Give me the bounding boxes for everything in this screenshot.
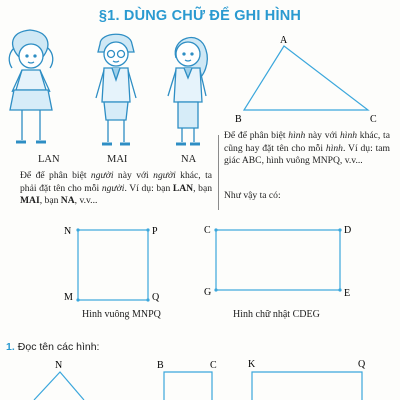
- exercise-square-figure: [157, 360, 217, 400]
- square-vertex-q: Q: [152, 292, 160, 303]
- character-name-lan: LAN: [38, 154, 60, 165]
- square-vertex-n: N: [64, 226, 72, 237]
- triangle-vertex-c: C: [370, 114, 377, 124]
- exercise-triangle-figure: [34, 360, 84, 400]
- rectangle-vertex-d: D: [344, 225, 352, 236]
- page-title: §1. DÙNG CHỮ ĐỂ GHI HÌNH: [98, 8, 302, 24]
- exercise-vertex-c: C: [210, 360, 217, 371]
- exercise-vertex-q: Q: [358, 359, 366, 370]
- lan-figure: [9, 30, 53, 142]
- triangle-vertex-b: B: [235, 114, 242, 124]
- shapes-naming-paragraph: Để để phân biệt hình này với hình khác, ta cũng hay đặt tên cho mỗi hình. Ví dụ: tam giác ABC, hình vuông MNPQ, v.v...: [224, 130, 390, 167]
- conclusion-text: Như vậy ta có:: [224, 190, 281, 201]
- rectangle-cdeg-figure: [200, 220, 358, 306]
- triangle-abc-figure: [232, 34, 382, 124]
- children-illustration: [0, 28, 220, 156]
- rectangle-vertex-g: G: [204, 287, 212, 298]
- square-vertex-p: P: [152, 226, 158, 237]
- character-name-na: NA: [181, 154, 197, 165]
- exercise-instruction: Đọc tên các hình:: [17, 341, 100, 353]
- rectangle-caption: Hình chữ nhật CDEG: [233, 309, 320, 320]
- character-name-mai: MAI: [107, 154, 128, 165]
- exercise-vertex-n: N: [55, 360, 63, 371]
- exercise-rectangle-figure: [248, 359, 366, 400]
- na-figure: [168, 38, 207, 144]
- people-naming-paragraph: Để để phân biệt người này với người khác, ta phải đặt tên cho mỗi người. Ví dụ: bạn LAN, bạn MAI, bạn NA, v.v...: [20, 170, 213, 207]
- rectangle-vertex-e: E: [344, 288, 351, 299]
- square-mnpq-figure: [58, 220, 170, 306]
- exercise-vertex-k: K: [248, 359, 256, 370]
- rectangle-vertex-c: C: [204, 225, 211, 236]
- exercise-figures: [0, 352, 400, 400]
- column-divider: [218, 135, 219, 210]
- exercise-number: 1.: [6, 341, 15, 353]
- mai-figure: [96, 34, 136, 144]
- triangle-vertex-a: A: [280, 35, 288, 46]
- exercise-vertex-b: B: [157, 360, 164, 371]
- square-vertex-m: M: [64, 292, 73, 303]
- square-caption: Hình vuông MNPQ: [82, 309, 161, 320]
